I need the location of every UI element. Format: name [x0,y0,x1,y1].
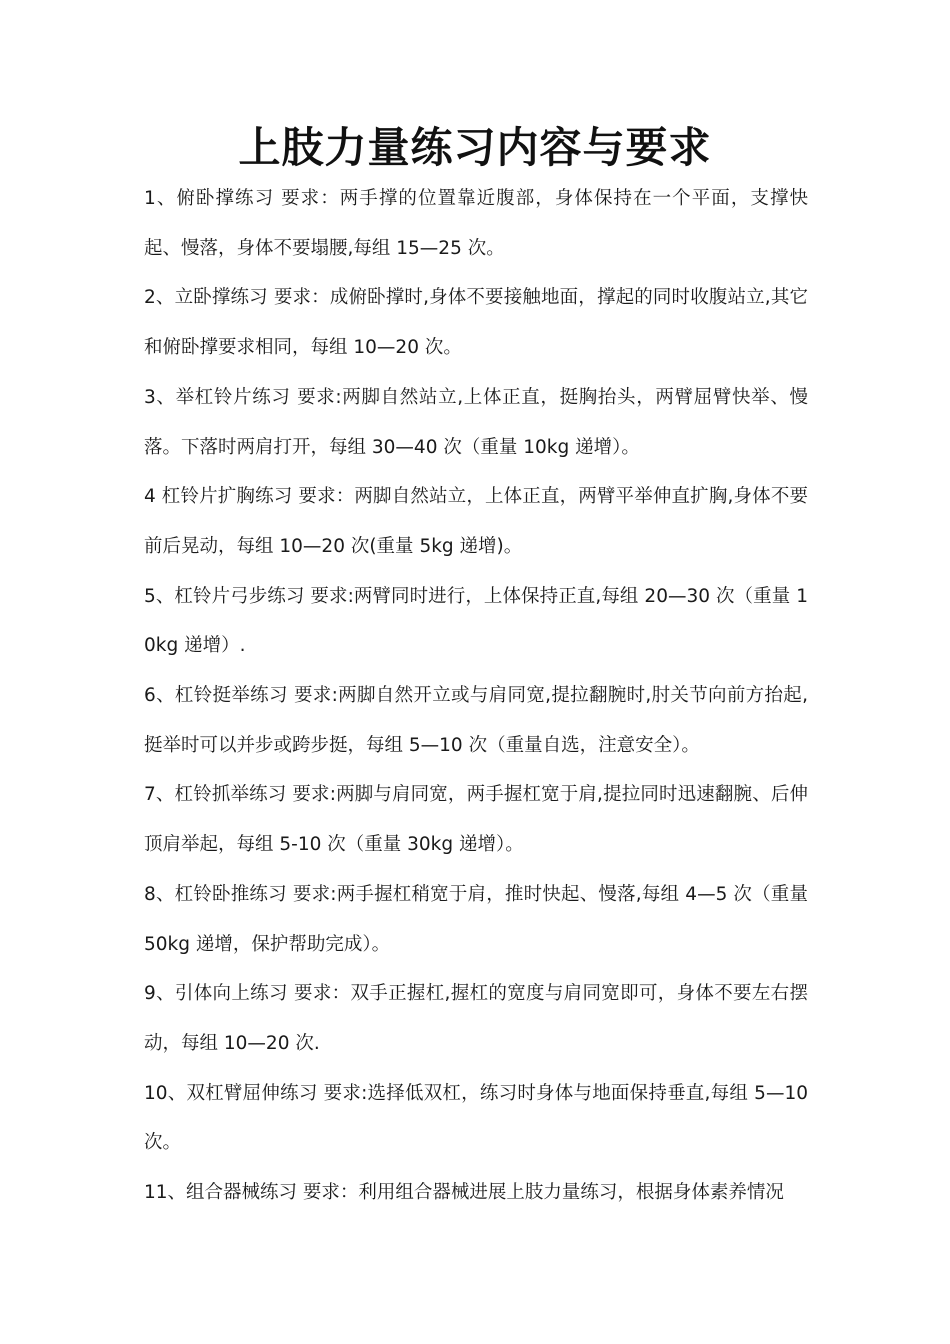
exercise-item-3: 3、举杠铃片练习 要求:两脚自然站立,上体正直，挺胸抬头，两臂屈臂快举、慢落。下落时两肩打开，每组 30—40 次（重量 10kg 递增）。 [144,386,808,458]
exercise-item-11: 11、组合器械练习 要求：利用组合器械进展上肢力量练习，根据身体素养情况 [144,1182,784,1204]
exercise-item-4: 4 杠铃片扩胸练习 要求：两脚自然站立，上体正直，两臂平举伸直扩胸,身体不要前后晃动，每组 10—20 次(重量 5kg 递增)。 [144,486,808,557]
exercise-item-8: 8、杠铃卧推练习 要求:两手握杠稍宽于肩，推时快起、慢落,每组 4—5 次（重量 50kg 递增，保护帮助完成）。 [144,883,808,955]
exercise-item-10: 10、双杠臂屈伸练习 要求:选择低双杠，练习时身体与地面保持垂直,每组 5—10 次。 [144,1082,808,1154]
exercise-item-2: 2、立卧撑练习 要求：成俯卧撑时,身体不要接触地面，撑起的同时收腹站立,其它和俯卧撑要求相同，每组 10—20 次。 [144,287,808,359]
document-title: 上肢力量练习内容与要求 [238,123,712,172]
exercise-item-7: 7、杠铃抓举练习 要求:两脚与肩同宽，两手握杠宽于肩,提拉同时迅速翻腕、后伸顶肩举起，每组 5-10 次（重量 30kg 递增）。 [144,784,808,856]
exercise-item-9: 9、引体向上练习 要求：双手正握杠,握杠的宽度与肩同宽即可，身体不要左右摆动，每组 10—20 次. [144,983,808,1054]
exercise-item-1: 1、俯卧撑练习 要求：两手撑的位置靠近腹部，身体保持在一个平面，支撑快起、慢落，身体不要塌腰,每组 15—25 次。 [144,188,808,259]
exercise-item-6: 6、杠铃挺举练习 要求:两脚自然开立或与肩同宽,提拉翻腕时,肘关节向前方抬起,挺举时可以并步或跨步挺，每组 5—10 次（重量自选，注意安全）。 [144,685,808,756]
exercise-list [144,174,808,1218]
exercise-item-5: 5、杠铃片弓步练习 要求:两臂同时进行，上体保持正直,每组 20—30 次（重量 10kg 递增）. [144,585,808,657]
